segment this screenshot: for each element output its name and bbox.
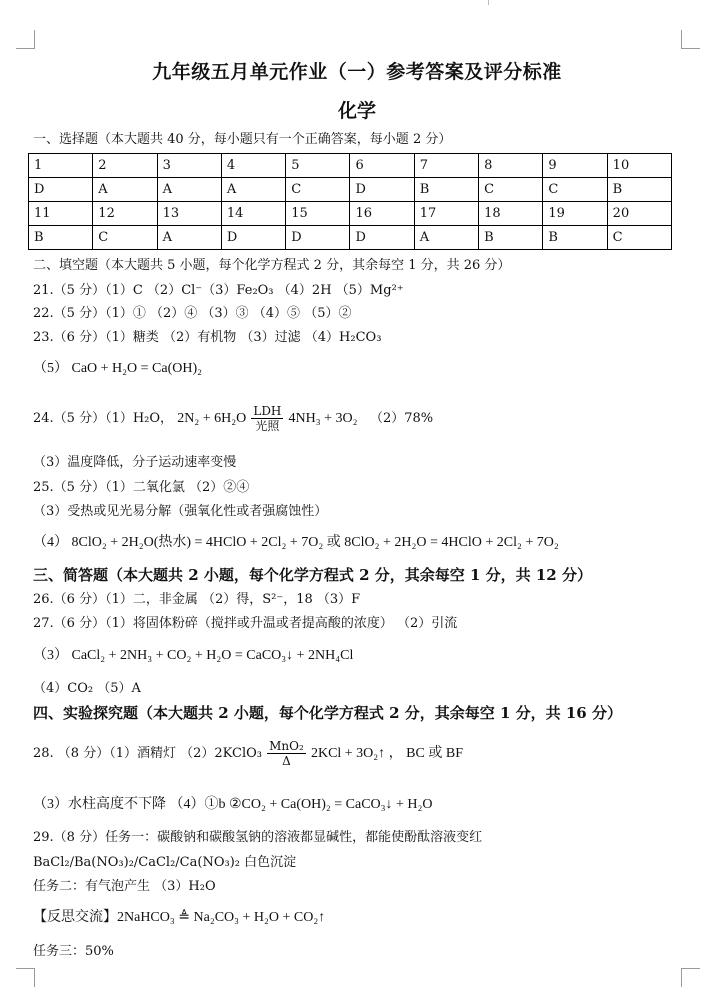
answer-24-condition bbox=[251, 404, 283, 433]
answer-24-products: 4NH₃ + 3O₂ bbox=[288, 411, 358, 426]
answer-29-reflection: 【反思交流】2NaHCO₃ ≜ Na₂CO₃ + H₂O + CO₂↑ bbox=[33, 910, 326, 925]
answer-24-reactants: 2N₂ + 6H₂O bbox=[177, 411, 247, 426]
answer-table-cell: B bbox=[543, 226, 607, 250]
answer-table-cell: 7 bbox=[414, 154, 478, 178]
answer-24-condition-bottom: 光照 bbox=[255, 419, 280, 433]
answer-21: 21.（5 分）（1）C （2）Cl⁻（3）Fe₂O₃ （4）2H （5）Mg²⁺ bbox=[33, 283, 404, 298]
answer-27-4: （4）CO₂ （5）A bbox=[33, 681, 141, 696]
answer-table-cell: 1 bbox=[29, 154, 93, 178]
answer-table-cell: 12 bbox=[93, 202, 157, 226]
answer-table-cell: C bbox=[93, 226, 157, 250]
top-tick bbox=[488, 0, 489, 5]
answer-24-condition-top: LDH bbox=[253, 404, 282, 418]
answer-table-cell: 6 bbox=[350, 154, 414, 178]
answer-table-cell: 10 bbox=[607, 154, 671, 178]
answer-22: 22.（5 分）（1）① （2）④ （3）③ （4）⑤ （5）② bbox=[33, 306, 352, 321]
answer-25-4: （4） 8ClO₂ + 2H₂O(热水) = 4HClO + 2Cl₂ + 7O₂ 或 8ClO₂ + 2H₂O = 4HClO + 2Cl₂ + 7O₂ bbox=[33, 535, 559, 550]
crop-mark-top-right bbox=[681, 30, 700, 49]
section2-heading: 二、填空题（本大题共 5 小题，每个化学方程式 2 分，其余每空 1 分，共 26 分） bbox=[33, 258, 511, 273]
answer-table-cell: D bbox=[350, 178, 414, 202]
answer-table-cell: 5 bbox=[286, 154, 350, 178]
answer-24 bbox=[33, 400, 433, 438]
answer-29-reagents: BaCl₂/Ba(NO₃)₂/CaCl₂/Ca(NO₃)₂ 白色沉淀 bbox=[33, 855, 297, 870]
answer-table-row bbox=[29, 226, 672, 250]
answer-table-cell: C bbox=[607, 226, 671, 250]
subject-title: 化学 bbox=[337, 100, 376, 122]
answer-table-cell: 8 bbox=[479, 154, 543, 178]
answer-table-cell: A bbox=[221, 178, 285, 202]
answer-table-cell: D bbox=[286, 226, 350, 250]
answer-table-cell: 4 bbox=[221, 154, 285, 178]
answer-24-suffix: （2）78% bbox=[369, 411, 434, 426]
answer-29-task2: 任务二：有气泡产生 （3）H₂O bbox=[33, 879, 216, 894]
answer-table-cell: 20 bbox=[607, 202, 671, 226]
answer-28-3: （3）水柱高度不下降 （4）①b ②CO₂ + Ca(OH)₂ = CaCO₃↓ + H₂O bbox=[33, 797, 433, 812]
answer-27-3: （3） CaCl₂ + 2NH₃ + CO₂ + H₂O = CaCO₃↓ + 2NH₄Cl bbox=[33, 648, 354, 663]
answer-28 bbox=[33, 735, 463, 773]
section3-heading: 三、简答题（本大题共 2 小题，每个化学方程式 2 分，其余每空 1 分，共 12 分） bbox=[33, 566, 592, 584]
answer-table-cell: C bbox=[286, 178, 350, 202]
section4-heading: 四、实验探究题（本大题共 2 小题，每个化学方程式 2 分，其余每空 1 分，共 16 分） bbox=[33, 704, 622, 722]
answer-29: 29.（8 分）任务一：碳酸钠和碳酸氢钠的溶液都显碱性，都能使酚酞溶液变红 bbox=[33, 830, 483, 845]
crop-mark-bottom-left bbox=[16, 968, 35, 987]
answer-table-cell: B bbox=[607, 178, 671, 202]
crop-mark-top-left bbox=[16, 30, 35, 49]
answer-table-cell: 2 bbox=[93, 154, 157, 178]
answer-table-row bbox=[29, 178, 672, 202]
answer-25-3: （3）受热或见光易分解（强氧化性或者强腐蚀性） bbox=[33, 504, 328, 519]
answer-table-cell: 19 bbox=[543, 202, 607, 226]
answer-24-prefix: 24.（5 分）（1）H₂O， bbox=[33, 411, 174, 426]
section1-heading: 一、选择题（本大题共 40 分，每小题只有一个正确答案，每小题 2 分） bbox=[33, 132, 452, 147]
answer-table bbox=[28, 153, 672, 250]
answer-table-cell: D bbox=[350, 226, 414, 250]
answer-table-cell: 13 bbox=[157, 202, 221, 226]
answer-23: 23.（6 分）（1）糖类 （2）有机物 （3）过滤 （4）H₂CO₃ bbox=[33, 330, 382, 345]
answer-table-cell: D bbox=[29, 178, 93, 202]
answer-table-cell: C bbox=[543, 178, 607, 202]
answer-table-cell: A bbox=[414, 226, 478, 250]
answer-table-cell: 16 bbox=[350, 202, 414, 226]
answer-29-task3: 任务三：50% bbox=[33, 944, 114, 959]
answer-table-cell: 14 bbox=[221, 202, 285, 226]
answer-28-prefix: 28. （8 分）（1）酒精灯 （2）2KClO₃ bbox=[33, 746, 262, 761]
answer-28-products: 2KCl + 3O₂↑ ， BC 或 BF bbox=[310, 746, 463, 761]
answer-table-cell: 9 bbox=[543, 154, 607, 178]
answer-table-cell: A bbox=[157, 178, 221, 202]
answer-28-condition-top: MnO₂ bbox=[269, 739, 304, 753]
answer-table-cell: 17 bbox=[414, 202, 478, 226]
answer-table-cell: D bbox=[221, 226, 285, 250]
answer-table-cell: B bbox=[479, 226, 543, 250]
answer-27: 27.（6 分）（1）将固体粉碎（搅拌或升温或者提高酸的浓度） （2）引流 bbox=[33, 616, 458, 631]
page-title: 九年级五月单元作业（一）参考答案及评分标准 bbox=[152, 61, 562, 83]
answer-table-cell: A bbox=[157, 226, 221, 250]
answer-23-5: （5） CaO + H₂O = Ca(OH)₂ bbox=[33, 361, 203, 376]
answer-table-cell: B bbox=[29, 226, 93, 250]
crop-mark-bottom-right bbox=[681, 968, 700, 987]
answer-table-cell: 15 bbox=[286, 202, 350, 226]
answer-table-cell: 18 bbox=[479, 202, 543, 226]
answer-table-cell: 11 bbox=[29, 202, 93, 226]
answer-28-condition bbox=[267, 739, 306, 768]
answer-table-cell: C bbox=[479, 178, 543, 202]
answer-26: 26.（6 分）（1）二，非金属 （2）得，S²⁻，18 （3）F bbox=[33, 592, 361, 607]
answer-table-cell: B bbox=[414, 178, 478, 202]
answer-24-3: （3）温度降低，分子运动速率变慢 bbox=[33, 455, 237, 470]
answer-table-row bbox=[29, 202, 672, 226]
answer-28-condition-bottom: Δ bbox=[282, 754, 291, 768]
answer-table-cell: 3 bbox=[157, 154, 221, 178]
answer-25: 25.（5 分）（1）二氧化氯 （2）②④ bbox=[33, 480, 250, 495]
answer-table-cell: A bbox=[93, 178, 157, 202]
answer-table-row bbox=[29, 154, 672, 178]
